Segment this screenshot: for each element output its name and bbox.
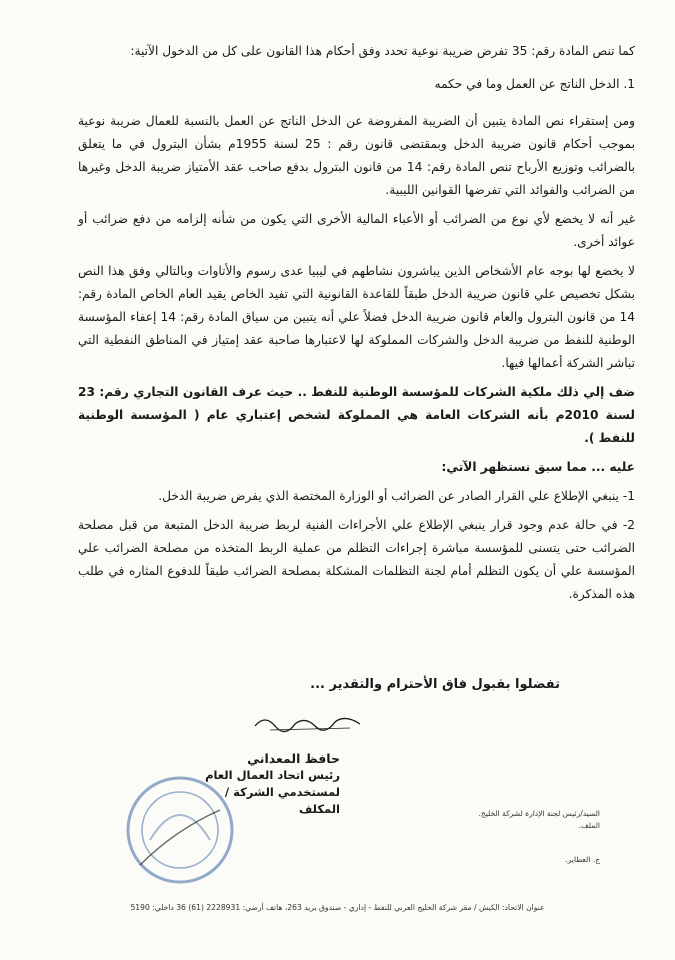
point-2: 2- في حالة عدم وجود قرار ينبغي الإطلاع علي الأجراءات الفنية لربط ضريبة الدخل المتبعة من قبل مصلحة الضرائب حتى يتسنى للمؤسسة مباشرة إجراءات التظلم من عملية الربط المتخذه من مصلحة الضرائب علي المؤسسة علي أن يكون التظلم أمام لجنة التظلمات المشكلة بمصلحة الضرائب طبقاً للدفوع المثاره في طلب هذه المذكرة. bbox=[78, 518, 635, 601]
signatory-name: حافظ المعداني bbox=[247, 751, 340, 766]
letter-body bbox=[78, 40, 635, 612]
point-1: 1- ينبغي الإطلاع علي القرار الصادر عن الضرائب أو الوزارة المختصة الذي يفرض ضريبة الدخل. bbox=[158, 489, 635, 503]
footer-address: عنوان الاتحاد: الكيش / مقر شركة الخليج العربي للنفط - إداري - صندوق بريد 263، هاتف أرضي: 2228931 (61) 36 داخلي: 5190 bbox=[130, 903, 545, 912]
signatory-title-2: لمستخدمي الشركة / المكلف bbox=[224, 785, 340, 816]
cc-block bbox=[420, 808, 600, 866]
intro-paragraph: كما تنص المادة رقم: 35 تفرض ضريبة نوعية تحدد وفق أحكام هذا القانون على كل من الدخول الآتية: bbox=[130, 44, 635, 58]
closing-line: تفضلوا بقبول فاق الأحترام والتقدير ... bbox=[310, 677, 560, 692]
item-1-title: 1. الدخل الناتج عن العمل وما في حكمه bbox=[434, 77, 635, 91]
official-stamp-icon bbox=[120, 770, 240, 890]
cc-line-2: الملف. bbox=[578, 821, 600, 830]
signatory-title-1: رئيس اتحاد العمال العام bbox=[205, 768, 340, 782]
paragraph-2: غير أنه لا يخضع لأي نوع من الضرائب أو الأعباء المالية الأخرى التي يكون من شأنه إلزامه من دفع ضرائب أو عوائد أخرى. bbox=[78, 212, 635, 249]
paragraph-1: ومن إستقراء نص المادة يتبين أن الضريبة المفروضة عن الدخل الناتج عن العمل بالنسبة للعمال ضريبة نوعية بموجب أحكام قانون ضريبة الدخل وبمقتضى قانون رقم : 25 لسنة 1955م بشأن البترول في ما يتعلق بالضرائب وتوزيع الأرباح تنص المادة رقم: 14 من قانون البترول بدفع صاحب عقد الأمتياز ضريبة الدخل وغيرها من الضرائب والفوائد التي تفرضها القوانين الليبية. bbox=[78, 114, 635, 197]
conclusion-title: عليه ... مما سبق نستظهر الآتي: bbox=[441, 460, 635, 474]
paragraph-4: ضف إلي ذلك ملكية الشركات للمؤسسة الوطنية للنفط .. حيث عرف القانون التجاري رقم: 23 لسنة 2010م بأنه الشركات العامة هي المملوكة لشخص إعتباري عام ( المؤسسة الوطنية للنفط ). bbox=[78, 385, 635, 445]
paragraph-3: لا يخضع لها بوجه عام الأشخاص الذين يباشرون نشاطهم في ليبيا عدى رسوم والأتاوات وبالتالي وفق هذا النص بشكل تخصيص علي قانون ضريبة الدخل طبقاً للقاعدة القانونية التي تفيد الخاص يقيد العام الخاص المادة رقم: 14 من قانون البترول والعام قانون ضريبة الدخل فضلاً علي أنه يتبين من سياق المادة رقم: 14 إعفاء المؤسسة الوطنية للنفط من ضريبة الدخل والشركات المملوكة لها لاعتبارها صاحبة عقد إمتياز في المناطق النفطية التي تباشر الشركة أعمالها فيها. bbox=[78, 264, 635, 370]
cc-line-3: ج. العطاير. bbox=[565, 855, 600, 864]
handwritten-signature bbox=[250, 708, 370, 734]
cc-line-1: السيد/رئيس لجنة الإدارة لشركة الخليج. bbox=[478, 809, 600, 818]
